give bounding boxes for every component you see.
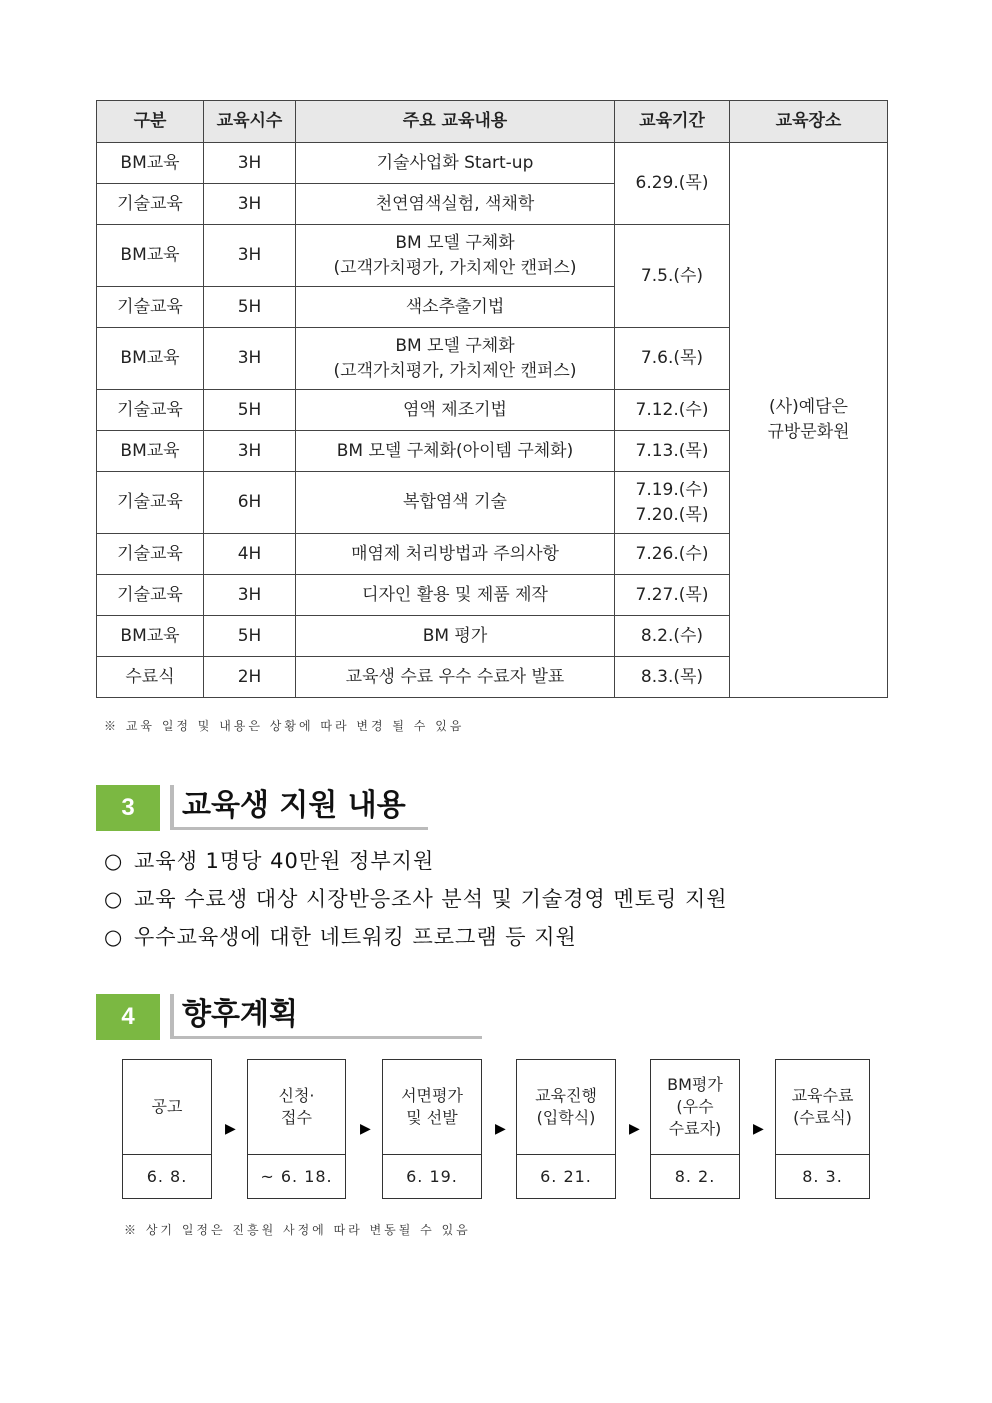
cell-period: 7.5.(수) bbox=[615, 225, 730, 328]
cell-hours: 4H bbox=[204, 534, 296, 575]
step-date: 6. 21. bbox=[540, 1167, 592, 1186]
cell-content: 천연염색실험, 색채학 bbox=[296, 184, 615, 225]
cell-period: 8.2.(수) bbox=[615, 616, 730, 657]
section-3-title: 교육생 지원 내용 bbox=[170, 785, 428, 830]
cell-category: 기술교육 bbox=[97, 184, 204, 225]
cell-content: 기술사업화 Start-up bbox=[296, 143, 615, 184]
bullet-text: 우수교육생에 대한 네트워킹 프로그램 등 지원 bbox=[134, 925, 577, 949]
header-period: 교육기간 bbox=[615, 101, 730, 143]
cell-category: 기술교육 bbox=[97, 534, 204, 575]
cell-hours: 2H bbox=[204, 657, 296, 698]
cell-hours: 5H bbox=[204, 616, 296, 657]
cell-hours: 5H bbox=[204, 287, 296, 328]
circle-bullet-icon: ○ bbox=[104, 887, 124, 911]
section-3-number: 3 bbox=[96, 785, 160, 831]
arrow-right-icon: ▶ bbox=[753, 1121, 764, 1137]
cell-category: 수료식 bbox=[97, 657, 204, 698]
cell-hours: 3H bbox=[204, 431, 296, 472]
cell-content: 복합염색 기술 bbox=[296, 472, 615, 534]
circle-bullet-icon: ○ bbox=[104, 849, 124, 873]
cell-period: 8.3.(목) bbox=[615, 657, 730, 698]
step-date: ~ 6. 18. bbox=[260, 1167, 333, 1186]
table-row bbox=[97, 143, 888, 184]
header-category: 구분 bbox=[97, 101, 204, 143]
step-date: 8. 2. bbox=[674, 1167, 716, 1186]
bullet-item bbox=[104, 883, 728, 913]
plan-step bbox=[247, 1059, 346, 1199]
bullet-item bbox=[104, 845, 434, 875]
cell-hours: 3H bbox=[204, 225, 296, 287]
plan-step bbox=[122, 1059, 212, 1199]
step-label: 교육진행 (입학식) bbox=[517, 1060, 615, 1155]
plan-note: ※ 상기 일정은 진흥원 사정에 따라 변동될 수 있음 bbox=[124, 1223, 471, 1237]
cell-content: 색소추출기법 bbox=[296, 287, 615, 328]
cell-category: BM교육 bbox=[97, 616, 204, 657]
header-content: 주요 교육내용 bbox=[296, 101, 615, 143]
cell-content: BM 모델 구체화 (고객가치평가, 가치제안 캔퍼스) bbox=[296, 328, 615, 390]
cell-hours: 3H bbox=[204, 184, 296, 225]
circle-bullet-icon: ○ bbox=[104, 925, 124, 949]
cell-category: BM교육 bbox=[97, 431, 204, 472]
cell-hours: 6H bbox=[204, 472, 296, 534]
table-header-row bbox=[97, 101, 888, 143]
cell-content: BM 모델 구체화(아이템 구체화) bbox=[296, 431, 615, 472]
cell-content: 매염제 처리방법과 주의사항 bbox=[296, 534, 615, 575]
arrow-right-icon: ▶ bbox=[629, 1121, 640, 1137]
step-label: 교육수료 (수료식) bbox=[776, 1060, 869, 1155]
cell-content: 염액 제조기법 bbox=[296, 390, 615, 431]
cell-period: 7.6.(목) bbox=[615, 328, 730, 390]
plan-step bbox=[516, 1059, 616, 1199]
header-location: 교육장소 bbox=[730, 101, 888, 143]
step-label: 공고 bbox=[123, 1060, 211, 1155]
cell-period: 7.12.(수) bbox=[615, 390, 730, 431]
plan-step bbox=[775, 1059, 870, 1199]
cell-period: 6.29.(목) bbox=[615, 143, 730, 225]
table-note: ※ 교육 일정 및 내용은 상황에 따라 변경 될 수 있음 bbox=[104, 719, 465, 733]
cell-category: 기술교육 bbox=[97, 472, 204, 534]
cell-category: 기술교육 bbox=[97, 390, 204, 431]
cell-hours: 5H bbox=[204, 390, 296, 431]
cell-category: BM교육 bbox=[97, 225, 204, 287]
arrow-right-icon: ▶ bbox=[225, 1121, 236, 1137]
bullet-text: 교육생 1명당 40만원 정부지원 bbox=[134, 849, 435, 873]
cell-content: 디자인 활용 및 제품 제작 bbox=[296, 575, 615, 616]
cell-category: 기술교육 bbox=[97, 287, 204, 328]
bullet-text: 교육 수료생 대상 시장반응조사 분석 및 기술경영 멘토링 지원 bbox=[134, 887, 728, 911]
step-date: 6. 19. bbox=[406, 1167, 458, 1186]
cell-period: 7.13.(목) bbox=[615, 431, 730, 472]
arrow-right-icon: ▶ bbox=[360, 1121, 371, 1137]
cell-content: BM 모델 구체화 (고객가치평가, 가치제안 캔퍼스) bbox=[296, 225, 615, 287]
cell-category: BM교육 bbox=[97, 328, 204, 390]
step-label: 서면평가 및 선발 bbox=[383, 1060, 481, 1155]
cell-hours: 3H bbox=[204, 143, 296, 184]
cell-hours: 3H bbox=[204, 575, 296, 616]
plan-step bbox=[382, 1059, 482, 1199]
cell-category: BM교육 bbox=[97, 143, 204, 184]
schedule-table bbox=[96, 100, 888, 698]
plan-step bbox=[650, 1059, 740, 1199]
step-label: 신청· 접수 bbox=[248, 1060, 345, 1155]
cell-content: 교육생 수료 우수 수료자 발표 bbox=[296, 657, 615, 698]
section-4-title: 향후계획 bbox=[170, 994, 482, 1039]
step-label: BM평가 (우수 수료자) bbox=[651, 1060, 739, 1155]
step-date: 6. 8. bbox=[146, 1167, 188, 1186]
cell-hours: 3H bbox=[204, 328, 296, 390]
step-date: 8. 3. bbox=[802, 1167, 843, 1186]
arrow-right-icon: ▶ bbox=[495, 1121, 506, 1137]
cell-category: 기술교육 bbox=[97, 575, 204, 616]
cell-content: BM 평가 bbox=[296, 616, 615, 657]
cell-location: (사)예담은 규방문화원 bbox=[730, 143, 888, 698]
header-hours: 교육시수 bbox=[204, 101, 296, 143]
cell-period: 7.26.(수) bbox=[615, 534, 730, 575]
bullet-item bbox=[104, 921, 577, 951]
cell-period: 7.27.(목) bbox=[615, 575, 730, 616]
section-4-number: 4 bbox=[96, 994, 160, 1040]
cell-period: 7.19.(수) 7.20.(목) bbox=[615, 472, 730, 534]
